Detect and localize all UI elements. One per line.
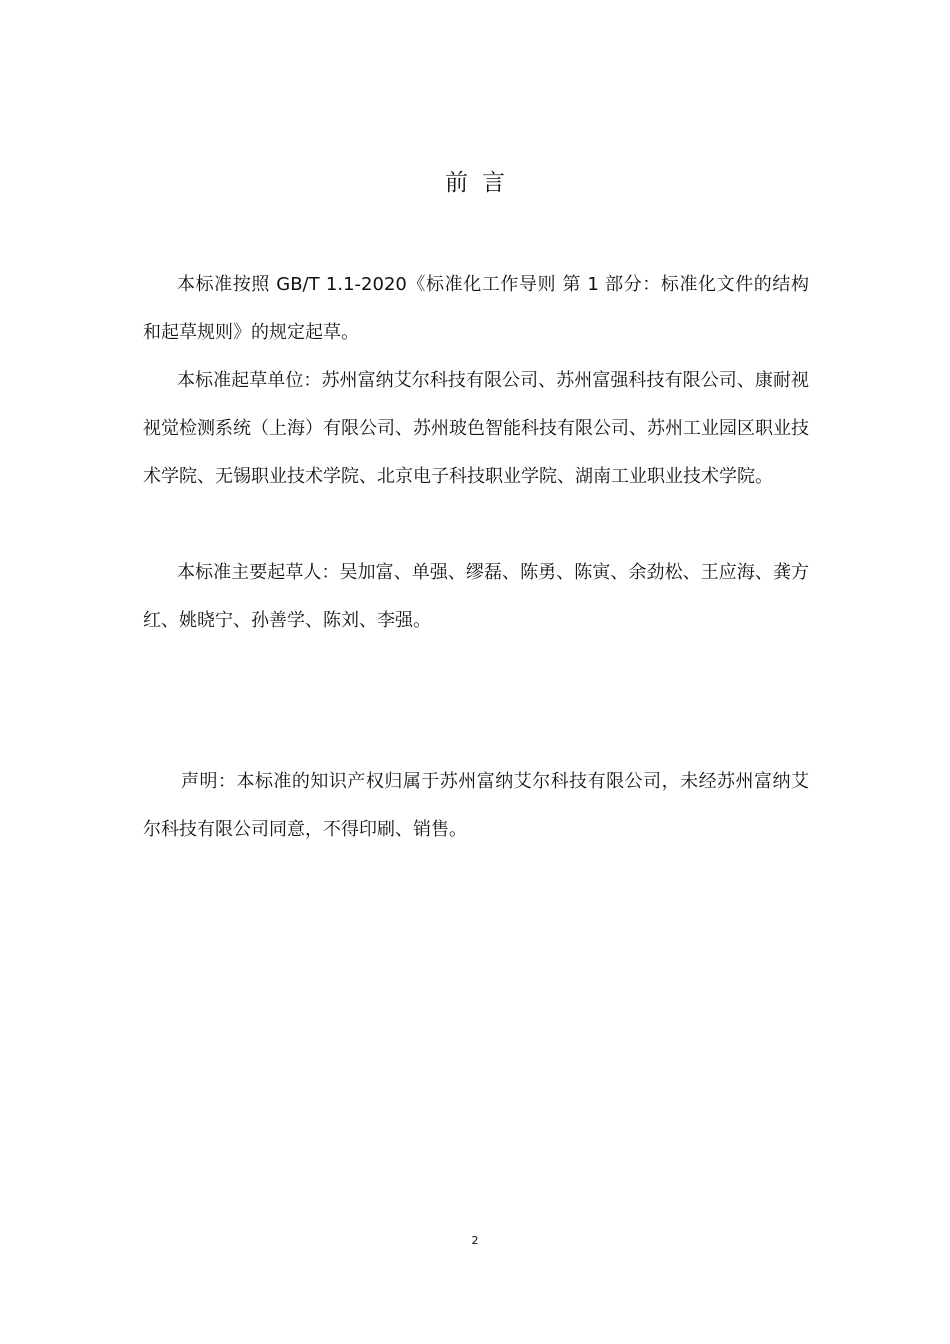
paragraph-drafting-rules: 本标准按照 GB/T 1.1-2020《标准化工作导则 第 1 部分：标准化文件的结构和起草规则》的规定起草。 <box>143 274 809 343</box>
paragraph-main-drafters: 本标准主要起草人：吴加富、单强、缪磊、陈勇、陈寅、余劲松、王应海、龚方红、姚晓宁、孙善学、陈刘、李强。 <box>143 562 809 631</box>
paragraph-drafting-units: 本标准起草单位：苏州富纳艾尔科技有限公司、苏州富强科技有限公司、康耐视视觉检测系统（上海）有限公司、苏州玻色智能科技有限公司、苏州工业园区职业技术学院、无锡职业技术学院、北京电子科技职业学院、湖南工业职业技术学院。 <box>143 370 809 487</box>
page-title: 前言 <box>445 170 519 196</box>
page-number: 2 <box>471 1234 479 1247</box>
copyright-statement: 声明：本标准的知识产权归属于苏州富纳艾尔科技有限公司，未经苏州富纳艾尔科技有限公司同意，不得印刷、销售。 <box>143 771 809 840</box>
